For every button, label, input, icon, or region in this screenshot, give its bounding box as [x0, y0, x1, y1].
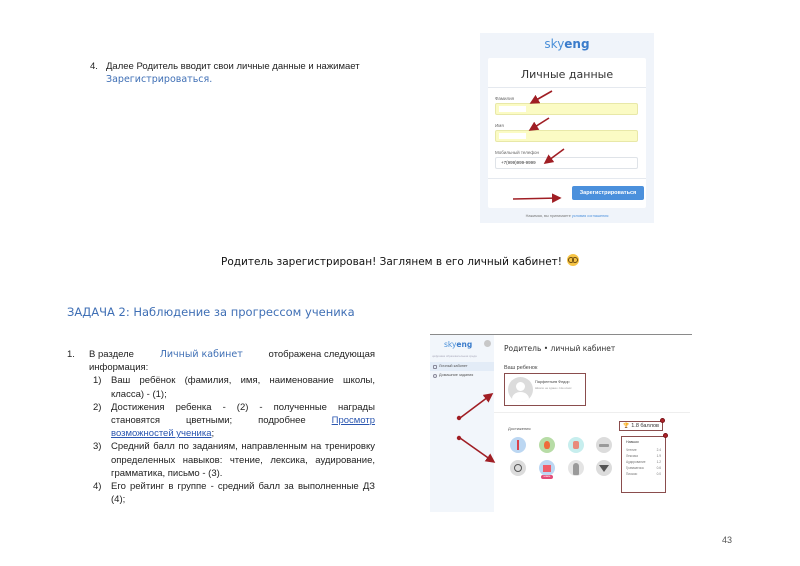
sub-item-child: 1) Ваш ребёнок (фамилия, имя, наименование школы, класса) - (1);: [93, 375, 375, 400]
personal-cabinet-reference: Личный кабинет: [159, 349, 243, 360]
form-title: Личные данные: [520, 68, 614, 81]
skill-row: Аудирование 1.2: [626, 460, 661, 464]
student-features-link[interactable]: Просмотр: [331, 415, 375, 427]
terms-text: Нажимая, вы принимаете условия соглашения: [525, 214, 609, 218]
divider: [488, 178, 646, 179]
task-list: [67, 348, 375, 506]
superhero-badge-icon[interactable]: [596, 460, 612, 476]
home-icon: [433, 365, 437, 369]
sub-item-skills-score: 3) Средний балл по заданиям, направленным на тренировку определенных навыков: чтение, лексика, аудирование, грамматика, письмо - (3).: [93, 441, 375, 479]
sub-item-rating: 4) Его рейтинг в группе - средний балл за выполненные ДЗ (4);: [93, 481, 375, 506]
step-number: 4.: [90, 61, 98, 72]
page-number: 43: [722, 535, 733, 545]
list-item: 1. В разделе Личный кабинет отображена следующая информация:: [67, 349, 375, 374]
surname-field[interactable]: [495, 103, 638, 115]
parent-cabinet-screenshot: [430, 334, 692, 512]
skill-row: Лексика 1.9: [626, 454, 661, 458]
terms-link[interactable]: условия соглашения: [571, 214, 609, 218]
tagline: цифровая образовательная среда: [432, 354, 477, 358]
achievements-label: Достижения: [508, 426, 531, 431]
registered-message: Родитель зарегистрирован! Заглянем в его личный кабинет!: [0, 254, 800, 268]
phone-label: Мобильный телефон: [495, 150, 540, 155]
rating-score: 🏆 1.8 баллов: [619, 421, 663, 431]
divider: [494, 412, 690, 413]
tower-badge-icon[interactable]: [510, 437, 526, 453]
new-badge: новое: [541, 475, 553, 479]
student-features-link-continued[interactable]: возможностей ученика: [111, 428, 212, 440]
cabinet-title: Родитель • личный кабинет: [504, 344, 616, 353]
personal-data-card: [488, 58, 646, 208]
register-reference: Зарегистрироваться.: [106, 74, 213, 85]
cabinet-main: [494, 335, 692, 512]
child-name: Парфентьев Федор: [535, 380, 570, 384]
marker-dot: [663, 433, 668, 438]
register-button[interactable]: Зарегистрироваться: [572, 186, 644, 200]
task-heading: ЗАДАЧА 2: Наблюдение за прогрессом ученика: [67, 305, 355, 319]
step-text: Далее Родитель вводит свои личные данные и нажимает: [106, 61, 360, 72]
skyeng-logo: skyeng: [444, 340, 473, 349]
child-label: Ваш ребенок: [504, 365, 538, 371]
user-icon[interactable]: [484, 340, 491, 347]
child-card[interactable]: [504, 373, 586, 406]
nerd-face-emoji-icon: [567, 254, 579, 266]
name-label: Имя: [495, 123, 504, 128]
avatar: [508, 377, 533, 402]
sunglasses-badge-icon[interactable]: [596, 437, 612, 453]
skill-row: Чтение 2.4: [626, 448, 661, 452]
target-badge-icon[interactable]: [510, 460, 526, 476]
skill-row: Письмо 0.0: [626, 472, 661, 476]
skyeng-logo: skyeng: [544, 37, 590, 51]
child-school: Школа: не сдана • 11а класс: [535, 386, 572, 390]
phone-field[interactable]: +7(999)999-9999: [495, 157, 638, 169]
sidebar: [430, 335, 494, 512]
skill-row: Грамматика 0.6: [626, 466, 661, 470]
rock-hand-badge-icon[interactable]: [568, 437, 584, 453]
surname-label: Фамилия: [495, 96, 515, 101]
registration-screenshot: [480, 33, 654, 223]
marker-dot: [660, 418, 665, 423]
clock-icon: [433, 374, 437, 378]
trophy-icon: 🏆: [623, 423, 630, 429]
sidebar-item-homework[interactable]: Домашние задания: [430, 371, 494, 380]
skills-panel: Навыки Чтение 2.4 Лексика 1.9 Аудирование 1.2 Грамматика 0.6 Письмо 0.0: [621, 436, 666, 493]
bricks-badge-icon[interactable]: [539, 460, 555, 476]
person-badge-icon[interactable]: [568, 460, 584, 476]
sub-item-achievements: 2) Достижения ребенка - (2) - полученные награды становятся цветными; подробнее Просмотр возможностей ученика;: [93, 401, 375, 440]
name-field[interactable]: [495, 130, 638, 142]
divider: [488, 87, 646, 88]
sidebar-item-personal-cabinet[interactable]: Личный кабинет: [430, 362, 494, 371]
step-4-instruction: [90, 60, 390, 86]
fire-badge-icon[interactable]: [539, 437, 555, 453]
